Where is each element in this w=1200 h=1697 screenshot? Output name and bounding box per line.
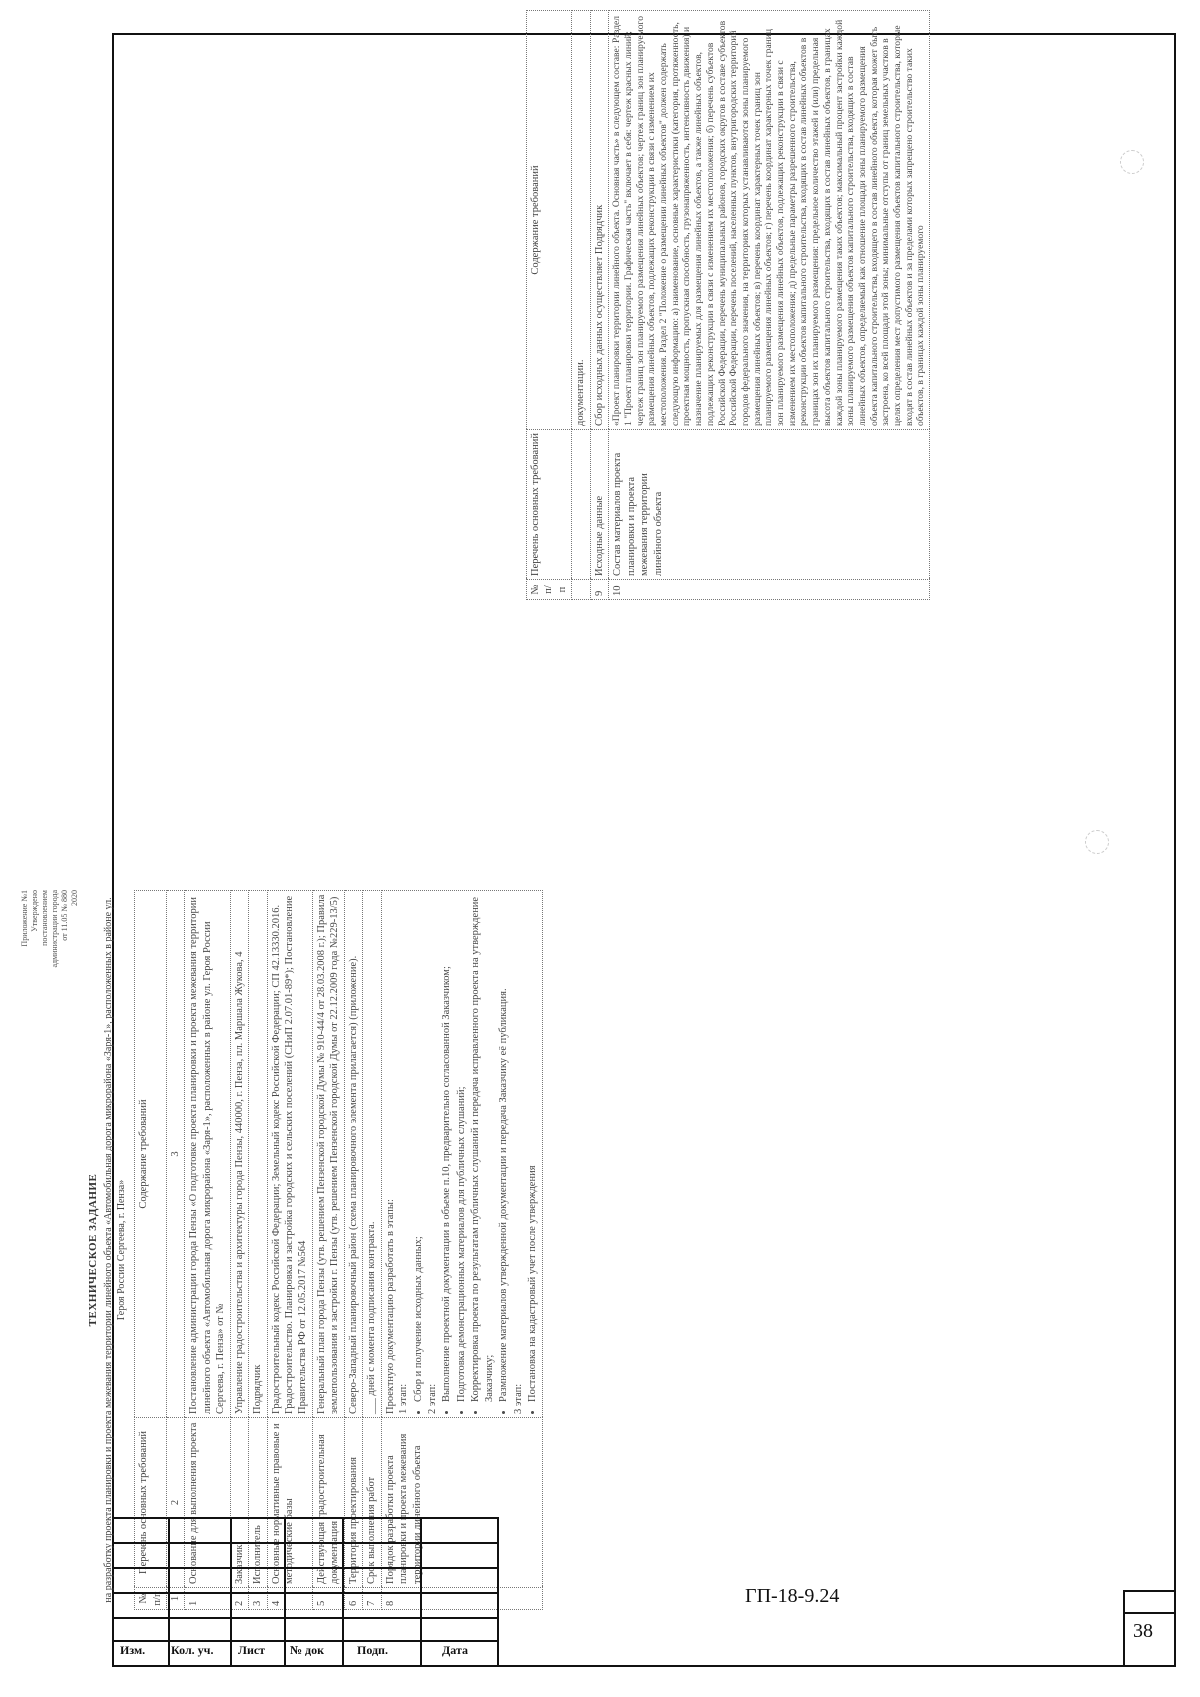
table-header-cell: № п/п [135,1588,167,1610]
table-cell: 7 [363,1588,381,1610]
stage-list [412,894,425,1414]
scan-smudge [1120,150,1144,174]
stamp-col-line [420,1517,422,1667]
table-cell: Состав материалов проекта планировки и проекта межевания территории линейного объекта [609,430,930,580]
approval-line: Утверждено [30,890,39,932]
stamp-col-line [168,1517,170,1667]
table-cell: Северо-Западный планировочный район (схема планировочного элемента прилагается) (приложение). [344,891,362,1418]
table-row [249,891,267,1610]
stage-item: • Подготовка демонстрационных материалов для публичных слушаний; [455,894,468,1402]
stage-item: • Постановка на кадастровый учет после утверждения [526,894,539,1402]
stamp-col-line [284,1517,286,1667]
table-cell: Генеральный план города Пензы (утв. решением Пензенской городской Думы № 910-44/4 от 28.03.2008 г.); Правила землепользования и застройки г. Пензы (утв. решением Пензенской городской Думы от 22.12.2009 года №229-13/5) [312,891,344,1418]
table-cell: Подрядчик [249,891,267,1418]
table-cell: Постановление администрации города Пензы «О подготовке проекта планировки и проекта межевания территории линейного объекта «Автомобильная дорога микрорайона «Заря-1», расположенных в районе ул. Героя России Сергеева, г. Пенза» от № [185,891,230,1418]
table-cell [572,580,590,600]
table-cell [572,430,590,580]
stage-item: • Выполнение проектной документации в объеме п.10, предварительно согласованной Заказчиком; [440,894,453,1402]
stage-label: 3 этап: [512,1383,524,1414]
table-cell: ___ дней с момента подписания контракта. [363,891,381,1418]
stamp-label-docno: № док [290,1643,325,1657]
stamp-label-sheet: Лист [238,1643,266,1657]
scanned-page-terms-of-reference [20,890,539,1610]
table-cell: Управление градостроительства и архитектуры города Пензы, 440000, г. Пенза, пл. Маршала Жукова, 4 [230,891,248,1418]
table-cell: Срок выполнения работ [363,1418,381,1588]
table-cell: 4 [267,1588,312,1610]
table-numbering-row [166,891,184,1610]
table-row [185,891,230,1610]
requirements-table-continued [526,10,930,600]
table-cell: «Проект планировки территории линейного объекта. Основная часть» в следующем составе: Раздел 1 "Проект планировки территории. Графическая часть" включает в себя: чертеж красных линий; чертеж границ зон планируемого размещения линейных объектов; чертеж границ зон планируемого размещения линейных объектов, подлежащих реконструкции в связи с изменением их местоположения. Раздел 2 "Положение о размещении линейных объектов" должен содержать следующую информацию: а) наименование, основные характеристики (категория, протяженность, проектная мощность, пропускная способность, грузонапряженность, интенсивность движения) и назначение планируемых для размещения линейных объектов, а также линейных объектов, подлежащих реконструкции в связи с изменением их местоположения; б) перечень субъектов Российской Федерации, перечень муниципальных районов, городских округов в составе субъектов Российской Федерации, перечень поселений, населенных пунктов, внутригородских территорий городов федерального значения, на территориях которых устанавливаются зоны планируемого размещения линейных объектов; в) перечень координат характерных точек границ зон планируемого размещения линейных объектов; г) перечень координат характерных точек границ зон планируемого размещения линейных объектов, подлежащих реконструкции в связи с изменением их местоположения; д) предельные параметры разрешенного строительства, реконструкции объектов капитального строительства, входящих в состав линейных объектов в границах зон их планируемого размещения: предельное количество этажей и (или) предельная высота объектов капитального строительства, входящих в состав линейных объектов, в границах каждой зоны планируемого размещения таких объектов; максимальный процент застройки каждой зоны планируемого размещения объектов капитального строительства, входящих в состав линейных объектов, определяемый как отношение площади зоны планируемого размещения объекта капитального строительства, входящего в состав линейного объекта, которая может быть застроена, ко всей площади этой зоны; минимальные отступы от границ земельных участков в целях определения мест допустимого размещения объектов капитального строительства, которые входят в состав линейных объектов и за пределами которых запрещено строительство таких объектов, в границах каждой зоны планируемого [609,11,930,430]
table-cell: 8 [381,1588,543,1610]
table-cell: 1 [185,1588,230,1610]
table-cell: Действующая градостроительная документация [312,1418,344,1588]
table-cell: Исполнитель [249,1418,267,1588]
stages-intro: Проектную документацию разработать в этапы: [384,1199,396,1414]
scan-smudge [1085,830,1109,854]
stage-list [526,894,539,1414]
scanned-page-continuation [520,10,990,600]
approval-line: от 11.05 № 880 [60,890,69,941]
stamp-col-line [497,1517,499,1667]
table-header-row [135,891,167,1610]
table-cell: документации. [572,11,590,430]
table-cell: 2 [230,1588,248,1610]
requirements-table [134,890,543,1610]
table-row [363,891,381,1610]
table-row [572,11,590,600]
table-row [590,11,608,600]
table-header-cell: Перечень основных требований [527,430,572,580]
approval-line: 2020 [70,890,79,906]
table-cell: Градостроительный кодекс Российской Федерации; Земельный кодекс Российской Федерации; СП 42.13330.2016. Градостроительство. Планировка и застройка городских и сельских поселений (СНиП 2.07.01-89*); Постановление Правительства РФ от 12.05.2017 №564 [267,891,312,1418]
stage-item: • Сбор и получение исходных данных; [412,894,425,1402]
stage-label: 1 этап: [398,1383,410,1414]
stamp-label-change: Изм. [120,1643,146,1657]
table-header-cell: Содержание требований [135,891,167,1418]
approval-line: администрации города [50,890,59,968]
table-header-row [527,11,572,600]
table-cell: Заказчик [230,1418,248,1588]
table-cell: 2 [166,1418,184,1588]
table-cell: Порядок разработки проекта планировки и проекта межевания территории линейного объекта [381,1418,543,1588]
table-cell: Исходные данные [590,430,608,580]
table-row [344,891,362,1610]
stamp-label-count: Кол. уч. [171,1643,214,1657]
document-title: ТЕХНИЧЕСКОЕ ЗАДАНИЕ [87,1173,99,1327]
table-cell: 6 [344,1588,362,1610]
table-cell: 3 [249,1588,267,1610]
table-row [267,891,312,1610]
stamp-col-line [230,1517,232,1667]
table-cell: Основные нормативные правовые и методические базы [267,1418,312,1588]
sheet-box-divider [1123,1612,1176,1614]
table-header-cell: Перечень основных требований [135,1418,167,1588]
approval-line: Приложение №1 [20,890,29,947]
table-row [609,11,930,600]
table-header-cell: № п/п [527,580,572,600]
table-header-cell: Содержание требований [527,11,572,430]
table-cell: Сбор исходных данных осуществляет Подрядчик [590,11,608,430]
table-row [381,891,543,1610]
stamp-col-line [342,1517,344,1667]
stage-item: • Размножение материалов утвержденной документации и передача Заказчику её публикация. [497,894,510,1402]
table-cell: 5 [312,1588,344,1610]
sheet-number: 38 [1133,1620,1153,1642]
table-cell: 1 [166,1588,184,1610]
stamp-label-date: Дата [442,1643,468,1657]
table-cell: 9 [590,580,608,600]
document-number: ГП-18-9.24 [745,1585,840,1607]
stage-label: 2 этап: [426,1383,438,1414]
stage-list [440,894,510,1414]
stamp-label-signature: Подп. [357,1643,388,1657]
table-cell: Территория проектирования [344,1418,362,1588]
table-cell: 3 [166,891,184,1418]
table-cell: 10 [609,580,930,600]
table-cell: Основание для выполнения проекта [185,1418,230,1588]
approval-note [20,890,80,1610]
table-row [230,891,248,1610]
stage-item: • Корректировка проекта по результатам публичных слушаний и передача исправленного проекта на утверждение Заказчику; [469,894,496,1402]
table-cell [381,891,543,1418]
document-subtitle: на разработку проекта планировки и проекта межевания территории линейного объекта «Автомобильная дорога микрорайона «Заря-1», расположенных в районе ул. Героя России Сергеева, г. Пенза» [103,897,128,1603]
approval-line: постановлением [40,890,49,946]
table-row [312,891,344,1610]
